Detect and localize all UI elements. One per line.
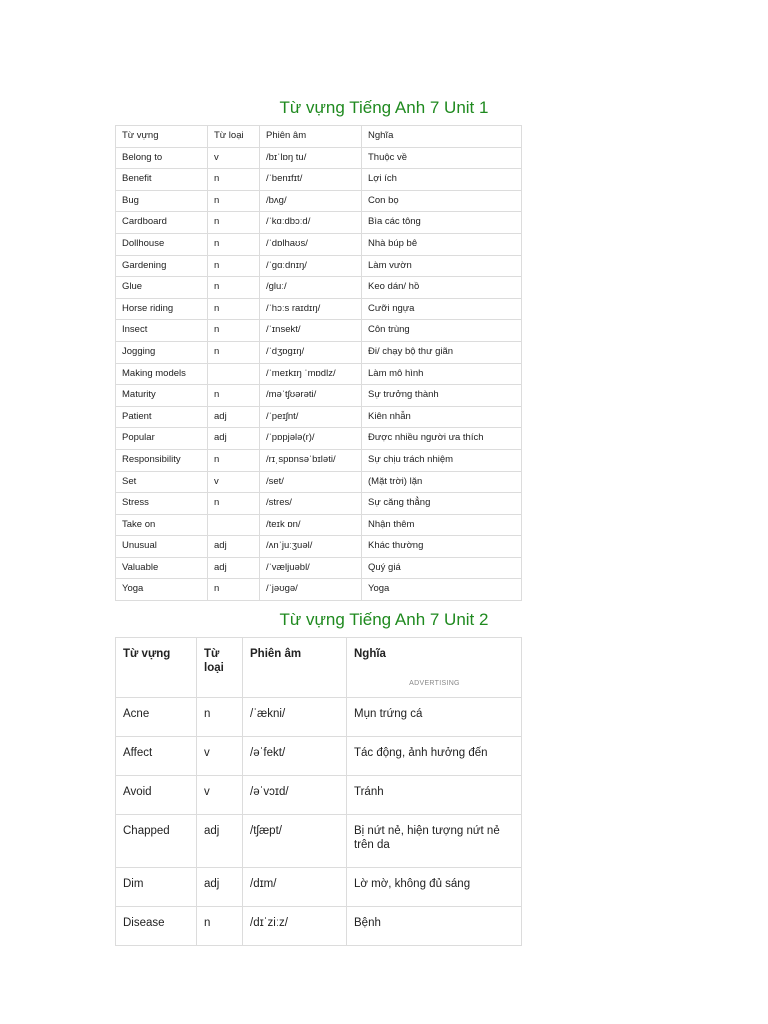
- table-header-row: [116, 638, 522, 698]
- cell-part-of-speech: v: [197, 737, 243, 776]
- cell-word: Insect: [116, 320, 208, 342]
- header-meaning: Nghĩa: [362, 126, 522, 148]
- cell-part-of-speech: adj: [208, 536, 260, 558]
- cell-meaning: Bị nứt nẻ, hiện tượng nứt nẻ trên da: [347, 815, 522, 868]
- cell-meaning: Đi/ chạy bộ thư giãn: [362, 341, 522, 363]
- table-row: [116, 363, 522, 385]
- table-row: [116, 320, 522, 342]
- cell-part-of-speech: adj: [208, 428, 260, 450]
- cell-part-of-speech: n: [208, 579, 260, 601]
- cell-word: Maturity: [116, 385, 208, 407]
- cell-phonetic: /stres/: [260, 493, 362, 515]
- cell-word: Chapped: [116, 815, 197, 868]
- cell-phonetic: /ˈvæljuəbl/: [260, 557, 362, 579]
- table-row: [116, 557, 522, 579]
- cell-word: Horse riding: [116, 298, 208, 320]
- cell-phonetic: /ˈɡɑːdnɪŋ/: [260, 255, 362, 277]
- cell-word: Bug: [116, 190, 208, 212]
- cell-meaning: Con bọ: [362, 190, 522, 212]
- cell-phonetic: /əˈfekt/: [243, 737, 347, 776]
- cell-meaning: Quý giá: [362, 557, 522, 579]
- table-row: [116, 493, 522, 515]
- cell-word: Popular: [116, 428, 208, 450]
- table-row: [116, 341, 522, 363]
- cell-word: Set: [116, 471, 208, 493]
- cell-part-of-speech: adj: [197, 868, 243, 907]
- table-row: [116, 514, 522, 536]
- cell-part-of-speech: n: [208, 255, 260, 277]
- header-meaning: Nghĩa ADVERTISING: [347, 638, 522, 698]
- cell-phonetic: /ˈkɑːdbɔːd/: [260, 212, 362, 234]
- cell-part-of-speech: [208, 363, 260, 385]
- cell-part-of-speech: n: [208, 341, 260, 363]
- header-word: Từ vựng: [116, 638, 197, 698]
- cell-part-of-speech: adj: [197, 815, 243, 868]
- cell-meaning: Bìa các tông: [362, 212, 522, 234]
- cell-phonetic: /set/: [260, 471, 362, 493]
- cell-meaning: (Mặt trời) lặn: [362, 471, 522, 493]
- cell-phonetic: /ˈpɒpjələ(r)/: [260, 428, 362, 450]
- cell-meaning: Được nhiều người ưa thích: [362, 428, 522, 450]
- table-row: [116, 406, 522, 428]
- cell-word: Acne: [116, 698, 197, 737]
- table-row: [116, 907, 522, 946]
- table-row: [116, 868, 522, 907]
- cell-meaning: Lợi ích: [362, 169, 522, 191]
- cell-meaning: Bệnh: [347, 907, 522, 946]
- cell-meaning: Làm vườn: [362, 255, 522, 277]
- cell-word: Dim: [116, 868, 197, 907]
- header-part-of-speech: Từ loại: [208, 126, 260, 148]
- cell-meaning: Sự trưởng thành: [362, 385, 522, 407]
- cell-phonetic: /tʃæpt/: [243, 815, 347, 868]
- cell-part-of-speech: adj: [208, 557, 260, 579]
- cell-phonetic: /ˈhɔːs raɪdɪŋ/: [260, 298, 362, 320]
- cell-meaning: Kiên nhẫn: [362, 406, 522, 428]
- cell-meaning: Làm mô hình: [362, 363, 522, 385]
- cell-word: Valuable: [116, 557, 208, 579]
- cell-phonetic: /ˈɪnsekt/: [260, 320, 362, 342]
- cell-part-of-speech: n: [197, 907, 243, 946]
- cell-phonetic: /ɡluː/: [260, 277, 362, 299]
- cell-part-of-speech: adj: [208, 406, 260, 428]
- cell-phonetic: /ˈdɒlhaʊs/: [260, 233, 362, 255]
- cell-phonetic: /bʌɡ/: [260, 190, 362, 212]
- cell-word: Glue: [116, 277, 208, 299]
- cell-phonetic: /ˈpeɪʃnt/: [260, 406, 362, 428]
- cell-part-of-speech: v: [208, 147, 260, 169]
- table-row: [116, 277, 522, 299]
- header-phonetic: Phiên âm: [243, 638, 347, 698]
- cell-phonetic: /teɪk ɒn/: [260, 514, 362, 536]
- cell-phonetic: /rɪˌspɒnsəˈbɪləti/: [260, 449, 362, 471]
- cell-phonetic: /ˈjəʊɡə/: [260, 579, 362, 601]
- cell-word: Avoid: [116, 776, 197, 815]
- cell-phonetic: /məˈtʃʊərəti/: [260, 385, 362, 407]
- cell-meaning: Tránh: [347, 776, 522, 815]
- cell-part-of-speech: n: [208, 212, 260, 234]
- cell-meaning: Sự căng thẳng: [362, 493, 522, 515]
- cell-part-of-speech: n: [208, 385, 260, 407]
- cell-word: Responsibility: [116, 449, 208, 471]
- cell-phonetic: /dɪm/: [243, 868, 347, 907]
- cell-phonetic: /əˈvɔɪd/: [243, 776, 347, 815]
- cell-meaning: Keo dán/ hồ: [362, 277, 522, 299]
- unit2-title: Từ vựng Tiếng Anh 7 Unit 2: [279, 610, 489, 629]
- cell-word: Jogging: [116, 341, 208, 363]
- cell-word: Making models: [116, 363, 208, 385]
- cell-phonetic: /ˈbenɪfɪt/: [260, 169, 362, 191]
- cell-meaning: Cưỡi ngựa: [362, 298, 522, 320]
- cell-meaning: Nhà búp bê: [362, 233, 522, 255]
- table-row: [116, 698, 522, 737]
- cell-meaning: Côn trùng: [362, 320, 522, 342]
- table-row: [116, 212, 522, 234]
- cell-part-of-speech: n: [208, 449, 260, 471]
- cell-word: Patient: [116, 406, 208, 428]
- cell-phonetic: /dɪˈziːz/: [243, 907, 347, 946]
- table-row: [116, 737, 522, 776]
- cell-phonetic: /ˈækni/: [243, 698, 347, 737]
- table-row: [116, 815, 522, 868]
- cell-word: Benefit: [116, 169, 208, 191]
- cell-part-of-speech: n: [208, 298, 260, 320]
- cell-part-of-speech: v: [208, 471, 260, 493]
- cell-part-of-speech: v: [197, 776, 243, 815]
- table-row: [116, 776, 522, 815]
- cell-word: Belong to: [116, 147, 208, 169]
- unit1-vocabulary-table: [115, 125, 522, 601]
- table-row: [116, 428, 522, 450]
- cell-word: Affect: [116, 737, 197, 776]
- table-header-row: [116, 126, 522, 148]
- table-row: [116, 298, 522, 320]
- cell-word: Cardboard: [116, 212, 208, 234]
- cell-word: Yoga: [116, 579, 208, 601]
- cell-meaning: Yoga: [362, 579, 522, 601]
- cell-word: Unusual: [116, 536, 208, 558]
- table-row: [116, 385, 522, 407]
- cell-phonetic: /ˈdʒɒɡɪŋ/: [260, 341, 362, 363]
- cell-meaning: Tác động, ảnh hưởng đến: [347, 737, 522, 776]
- cell-meaning: Nhận thêm: [362, 514, 522, 536]
- table-row: [116, 255, 522, 277]
- cell-meaning: Mụn trứng cá: [347, 698, 522, 737]
- cell-word: Disease: [116, 907, 197, 946]
- header-part-of-speech: Từ loại: [197, 638, 243, 698]
- unit2-vocabulary-table: [115, 637, 522, 946]
- cell-word: Take on: [116, 514, 208, 536]
- cell-part-of-speech: n: [208, 320, 260, 342]
- cell-phonetic: /bɪˈlɒŋ tu/: [260, 147, 362, 169]
- header-word: Từ vựng: [116, 126, 208, 148]
- cell-meaning: Khác thường: [362, 536, 522, 558]
- table-row: [116, 147, 522, 169]
- cell-word: Stress: [116, 493, 208, 515]
- cell-part-of-speech: n: [208, 277, 260, 299]
- table-row: [116, 233, 522, 255]
- table-row: [116, 536, 522, 558]
- cell-part-of-speech: n: [208, 233, 260, 255]
- advertising-label: ADVERTISING: [409, 680, 460, 687]
- cell-meaning: Thuộc về: [362, 147, 522, 169]
- cell-word: Dollhouse: [116, 233, 208, 255]
- header-phonetic: Phiên âm: [260, 126, 362, 148]
- cell-part-of-speech: n: [208, 190, 260, 212]
- cell-phonetic: /ˈmeɪkɪŋ ˈmɒdlz/: [260, 363, 362, 385]
- cell-meaning: Sự chịu trách nhiệm: [362, 449, 522, 471]
- cell-part-of-speech: n: [208, 169, 260, 191]
- table-row: [116, 190, 522, 212]
- cell-phonetic: /ʌnˈjuːʒuəl/: [260, 536, 362, 558]
- table-row: [116, 579, 522, 601]
- table-row: [116, 471, 522, 493]
- table-row: [116, 169, 522, 191]
- table-row: [116, 449, 522, 471]
- cell-part-of-speech: n: [208, 493, 260, 515]
- cell-part-of-speech: [208, 514, 260, 536]
- cell-word: Gardening: [116, 255, 208, 277]
- cell-meaning: Lờ mờ, không đủ sáng: [347, 868, 522, 907]
- unit1-title: Từ vựng Tiếng Anh 7 Unit 1: [279, 98, 489, 117]
- cell-part-of-speech: n: [197, 698, 243, 737]
